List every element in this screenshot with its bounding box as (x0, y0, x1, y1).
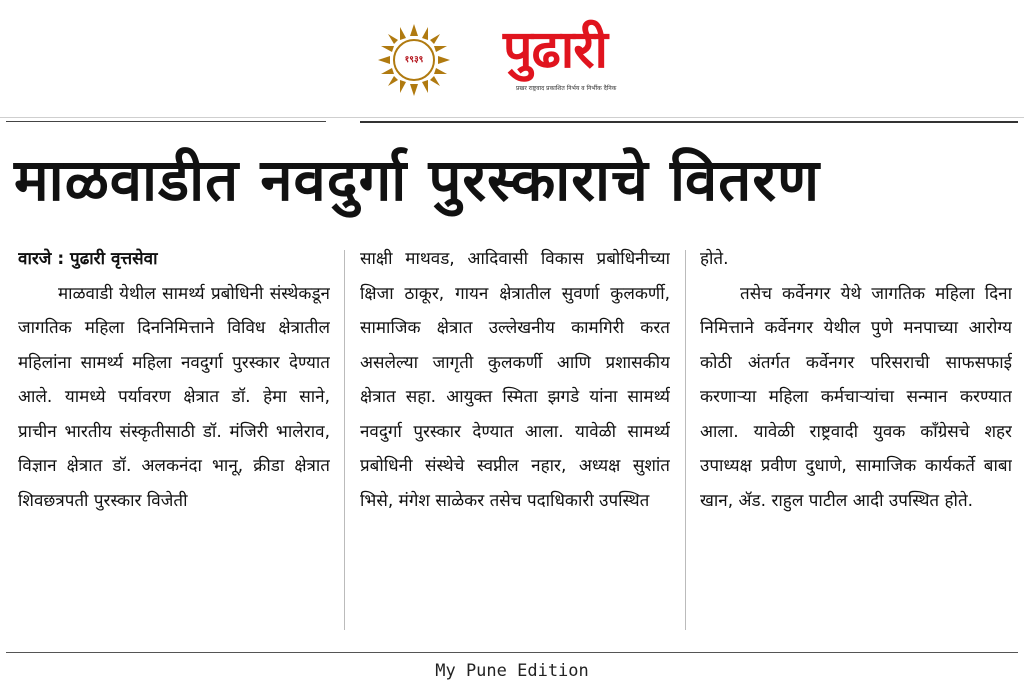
article-column-3 (700, 242, 1012, 632)
masthead-divider (0, 117, 1024, 118)
logo-wordmark: पुढारी (502, 20, 608, 80)
column-3-top-text: होते. (700, 249, 729, 269)
article-byline: वारजे : पुढारी वृत्तसेवा (18, 249, 158, 269)
column-1-text: माळवाडी येथील सामर्थ्य प्रबोधिनी संस्थेकडून जागतिक महिला दिननिमित्ताने विविध क्षेत्रातील महिलांना सामर्थ्य महिला नवदुर्गा पुरस्कार देण्यात आले. यामध्ये पर्यावरण क्षेत्रात डॉ. हेमा साने, प्राचीन भारतीय संस्कृतीसाठी डॉ. मंजिरी भालेराव, विज्ञान क्षेत्रात डॉ. अलकनंदा भानू, क्रीडा क्षेत्रात शिवछत्रपती पुरस्कार विजेती (18, 283, 330, 511)
masthead (0, 0, 1024, 110)
top-rule-right (360, 121, 1018, 123)
edition-footer: My Pune Edition (435, 661, 589, 681)
column-divider (344, 250, 345, 630)
logo-tagline: प्रखर राष्ट्रवाद प्रकाशित निर्भय व निर्भीक दैनिक (516, 85, 617, 92)
column-3-text: तसेच कर्वेनगर येथे जागतिक महिला दिना निमित्ताने कर्वेनगर येथील पुणे मनपाच्या आरोग्य कोठी अंतर्गत कर्वेनगर परिसराची साफसफाई करणाऱ्या महिला कर्मचाऱ्यांचा सन्मान करण्यात आला. यावेळी राष्ट्रवादी युवक कॉंग्रेसचे शहर उपाध्यक्ष प्रवीण दुधाणे, सामाजिक कार्यकर्ते बाबा खान, ॲड. राहुल पाटील आदी उपस्थित होते. (700, 283, 1012, 511)
article-column-1 (18, 242, 330, 632)
article-headline: माळवाडीत नवदुर्गा पुरस्काराचे वितरण (14, 146, 821, 214)
emblem-year: १९३९ (404, 55, 424, 65)
article-column-2 (360, 242, 670, 632)
top-rule-left (6, 121, 326, 122)
bottom-rule (6, 652, 1018, 653)
emblem-logo (376, 22, 452, 98)
newspaper-logo (466, 20, 644, 96)
column-divider (685, 250, 686, 630)
column-2-text: साक्षी माथवड, आदिवासी विकास प्रबोधिनीच्या क्षिजा ठाकूर, गायन क्षेत्रातील सुवर्णा कुलकर्णी, सामाजिक क्षेत्रात उल्लेखनीय कामगिरी करत असलेल्या जागृती कुलकर्णी आणि प्रशासकीय क्षेत्रात सहा. आयुक्त स्मिता झगडे यांना सामर्थ्य नवदुर्गा पुरस्कार देण्यात आला. यावेळी सामर्थ्य प्रबोधिनी संस्थेचे स्वप्नील नहार, अध्यक्ष सुशांत भिसे, मंगेश साळेकर तसेच पदाधिकारी उपस्थित (360, 249, 670, 511)
